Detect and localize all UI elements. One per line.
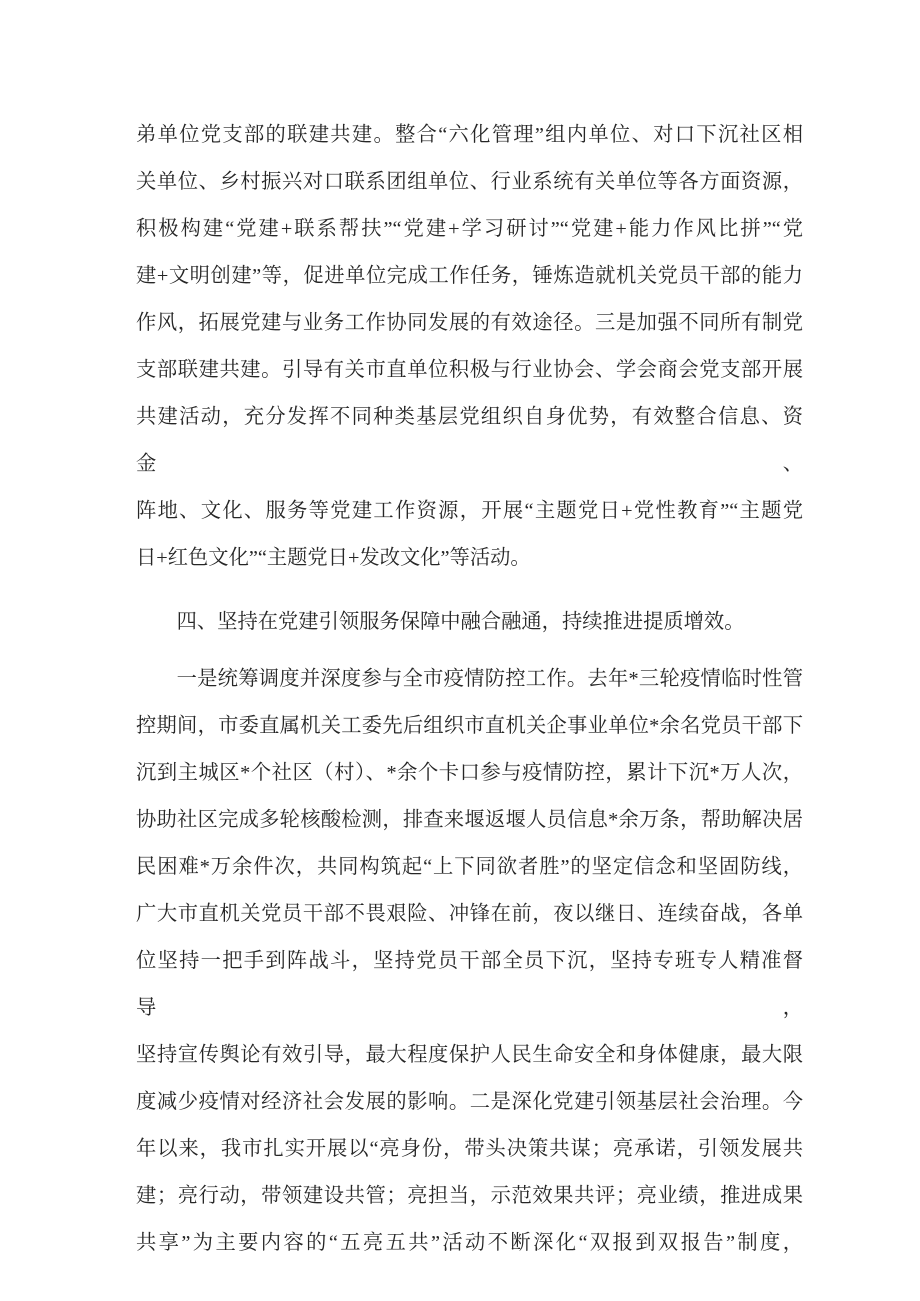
- text-line: 建+文明创建”等，促进单位完成工作任务，锤炼造就机关党员干部的能力: [136, 265, 803, 287]
- text-line: 作风，拓展党建与业务工作协同发展的有效途径。三是加强不同所有制党: [136, 312, 803, 334]
- text-line: 度减少疫情对经济社会发展的影响。二是深化党建引领基层社会治理。今: [136, 1091, 803, 1113]
- text-line: 积极构建“党建+联系帮扶”“党建+学习研讨”“党建+能力作风比拼”“党: [136, 218, 803, 240]
- paragraph-1: [136, 112, 803, 582]
- text-line: 年以来，我市扎实开展以“亮身份，带头决策共谋；亮承诺，引领发展共: [136, 1138, 803, 1160]
- text-line: 位坚持一把手到阵战斗，坚持党员干部全员下沉，坚持专班专人精准督导，: [136, 950, 803, 1019]
- text-line: 广大市直机关党员干部不畏艰险、冲锋在前，夜以继日、连续奋战，各单: [136, 903, 803, 925]
- text-line: 四、坚持在党建引领服务保障中融合融通，持续推进提质增效。: [176, 611, 745, 633]
- text-line: 关单位、乡村振兴对口联系团组单位、行业系统有关单位等各方面资源，: [136, 171, 803, 193]
- text-line: 支部联建共建。引导有关市直单位积极与行业协会、学会商会党支部开展: [136, 359, 803, 381]
- text-line: 阵地、文化、服务等党建工作资源，开展“主题党日+党性教育”“主题党: [136, 500, 803, 522]
- text-line: 日+红色文化”“主题党日+发改文化”等活动。: [136, 547, 531, 569]
- paragraph-3: [136, 656, 803, 1267]
- text-line: 坚持宣传舆论有效引导，最大程度保护人民生命安全和身体健康，最大限: [136, 1044, 803, 1066]
- text-line: 建；亮行动，带领建设共管；亮担当，示范效果共评；亮业绩，推进成果: [136, 1185, 803, 1207]
- paragraph-2-section-heading: [136, 599, 803, 646]
- text-line: 弟单位党支部的联建共建。整合“六化管理”组内单位、对口下沉社区相: [136, 124, 803, 146]
- text-line: 协助社区完成多轮核酸检测，排查来堰返堰人员信息*余万条，帮助解决居: [136, 809, 803, 831]
- text-line: 一是统筹调度并深度参与全市疫情防控工作。去年*三轮疫情临时性管: [176, 668, 803, 690]
- text-line: 共享”为主要内容的“五亮五共”活动不断深化“双报到双报告”制度，: [136, 1232, 803, 1254]
- text-line: 控期间，市委直属机关工委先后组织市直机关企事业单位*余名党员干部下: [136, 715, 803, 737]
- text-line: 共建活动，充分发挥不同种类基层党组织自身优势，有效整合信息、资金、: [136, 406, 803, 475]
- text-line: 沉到主城区*个社区（村）、*余个卡口参与疫情防控，累计下沉*万人次，: [136, 762, 803, 784]
- text-line: 民困难*万余件次，共同构筑起“上下同欲者胜”的坚定信念和坚固防线，: [136, 856, 803, 878]
